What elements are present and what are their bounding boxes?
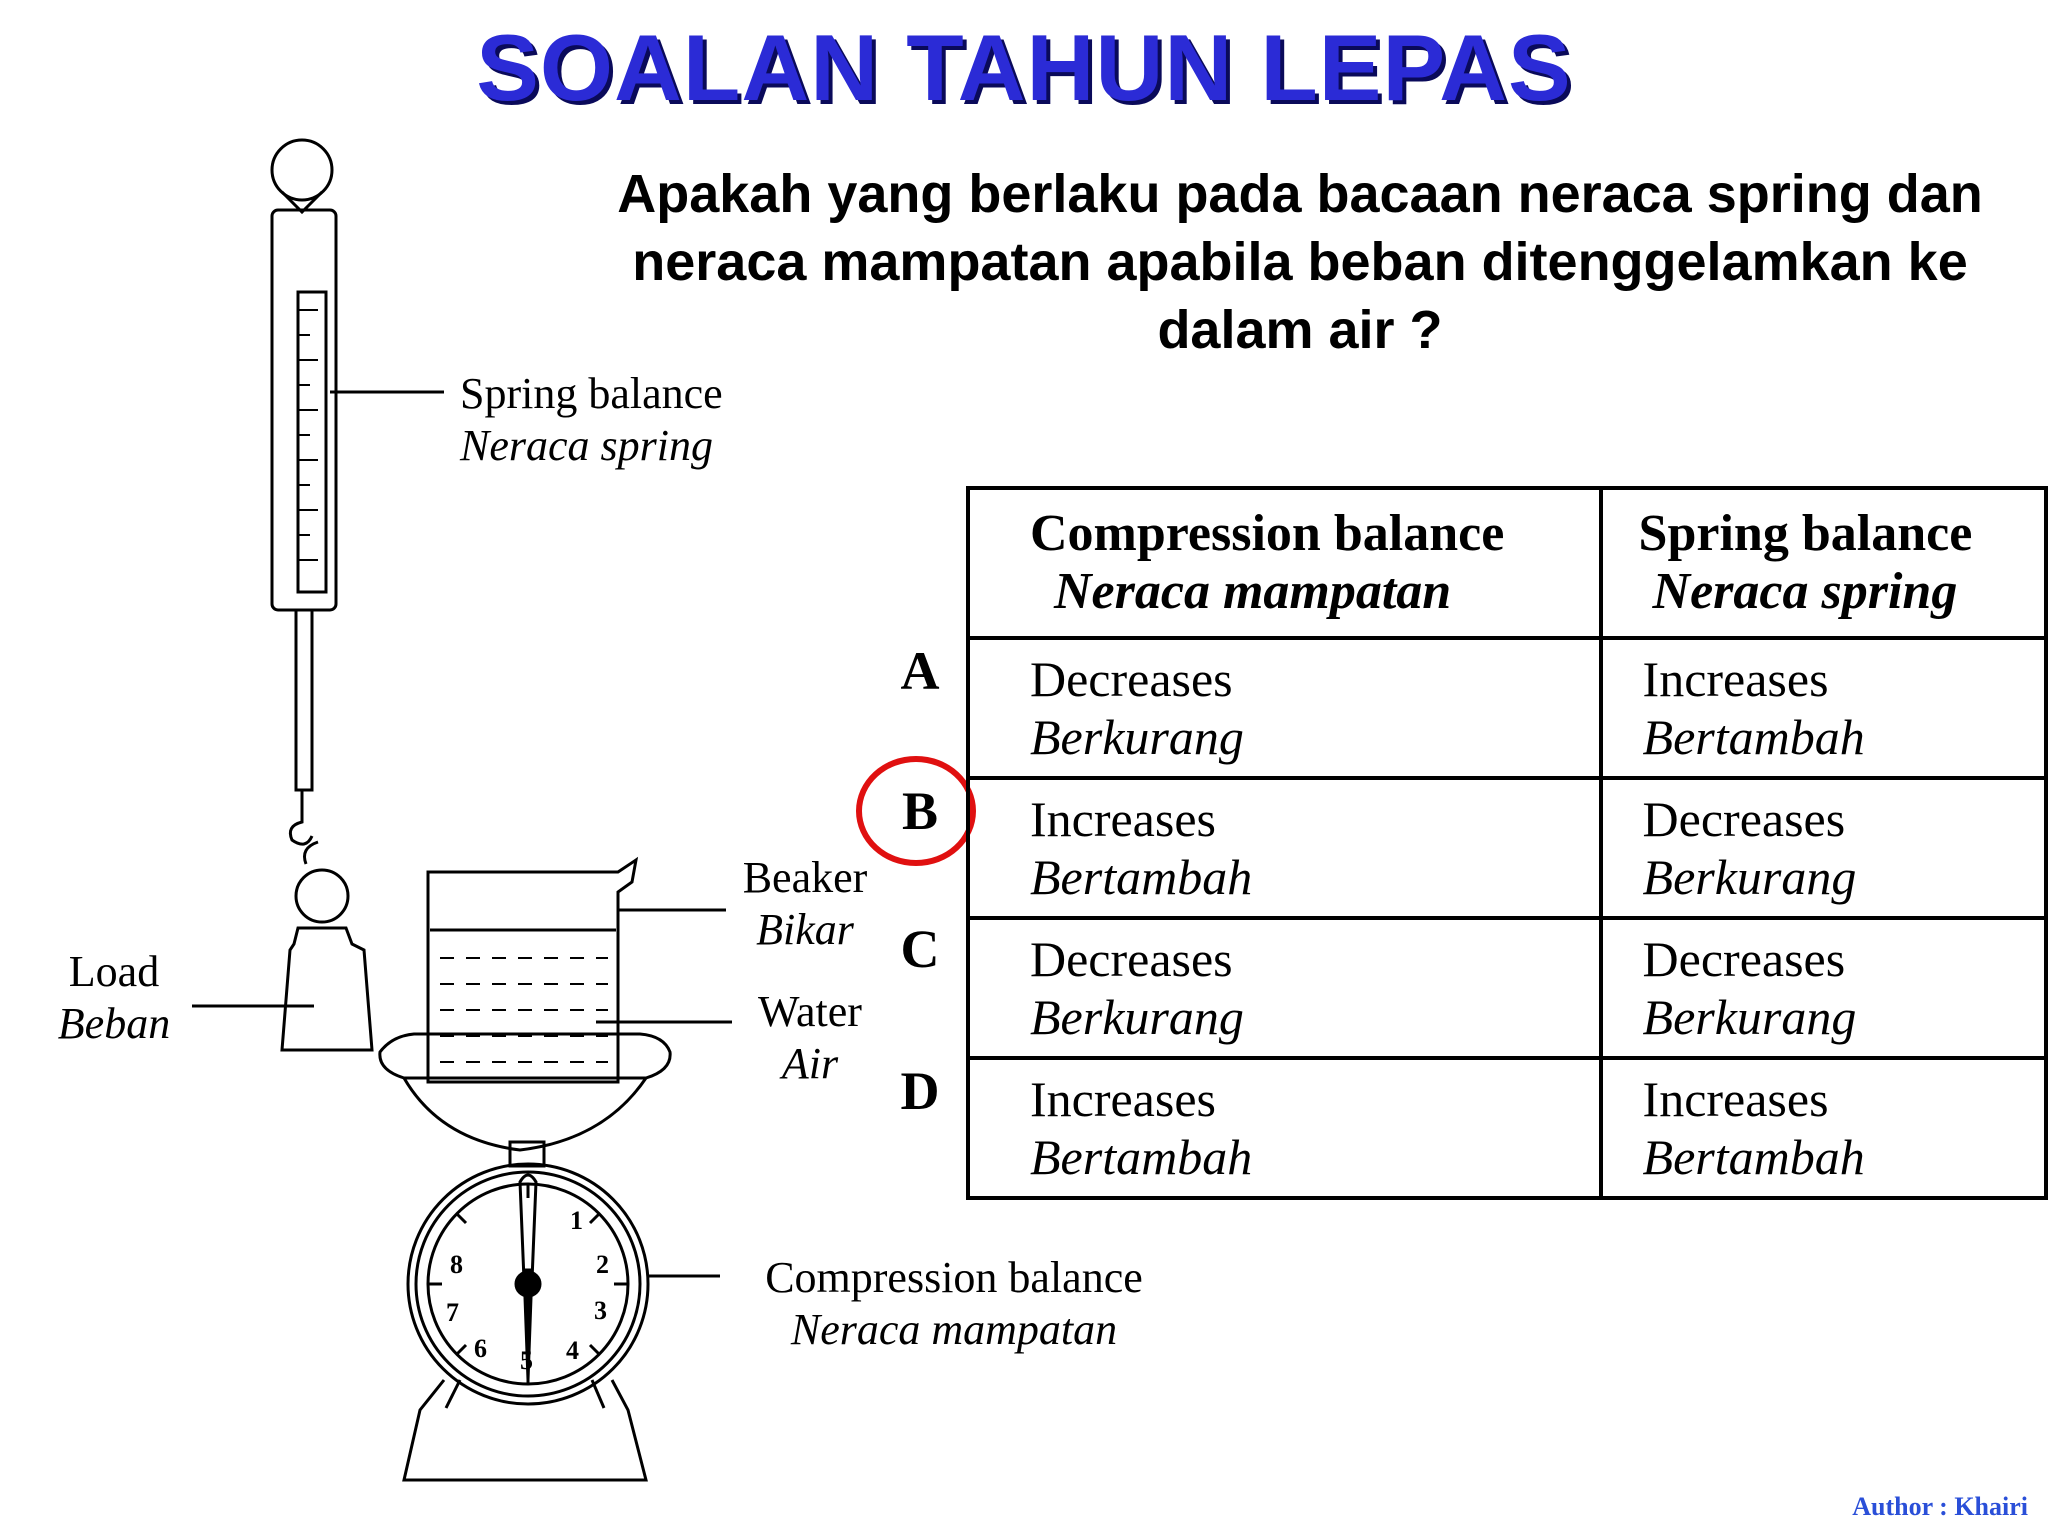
header-spring-en: Spring balance (1638, 505, 1973, 562)
row-d-spring (1601, 1058, 2046, 1198)
cell-ms: Berkurang (1030, 709, 1244, 765)
label-water (740, 986, 880, 1090)
cell-en: Increases (1030, 791, 1216, 847)
dial-number-2: 2 (596, 1250, 609, 1279)
label-beaker-ms: Bikar (756, 905, 854, 954)
cell-ms: Bertambah (1030, 849, 1253, 905)
row-c-compression (968, 918, 1601, 1058)
row-c-spring (1601, 918, 2046, 1058)
cell-en: Increases (1030, 1071, 1216, 1127)
dial-number-6: 6 (474, 1334, 487, 1363)
options-table (966, 486, 2048, 1200)
dial-number-5: 5 (520, 1346, 533, 1375)
label-beaker-en: Beaker (742, 853, 868, 902)
row-a-spring (1601, 638, 2046, 778)
dial-number-8: 8 (450, 1250, 463, 1279)
option-letter-b: B (901, 781, 939, 841)
row-a-compression (968, 638, 1601, 778)
cell-ms: Bertambah (1030, 1129, 1253, 1185)
label-water-en: Water (758, 987, 862, 1036)
table-row (968, 638, 2046, 778)
label-beaker (730, 852, 880, 956)
cell-en: Decreases (1030, 651, 1233, 707)
cell-en: Decreases (1642, 931, 1846, 987)
label-load-en: Load (68, 947, 160, 996)
label-compression-balance (754, 1252, 1154, 1356)
header-compression-en: Compression balance (1030, 505, 1505, 562)
question-text: Apakah yang berlaku pada bacaan neraca spring dan neraca mampatan apabila beban ditenggelamkan ke dalam air ? (617, 164, 1983, 360)
cell-ms: Bertambah (1642, 1129, 1865, 1185)
dial-number-3: 3 (594, 1296, 607, 1325)
row-b-spring (1601, 778, 2046, 918)
header-compression-balance (968, 488, 1601, 638)
table-row (968, 1058, 2046, 1198)
author-credit: Author : Khairi (1852, 1492, 2028, 1521)
label-spring-balance (460, 368, 723, 472)
cell-ms: Bertambah (1642, 709, 1865, 765)
header-spring-ms: Neraca spring (1652, 563, 1958, 620)
table-header-row (968, 488, 2046, 638)
table-row (968, 778, 2046, 918)
row-d-compression (968, 1058, 1601, 1198)
row-b-compression (968, 778, 1601, 918)
label-water-ms: Air (781, 1039, 839, 1088)
label-spring-balance-ms: Neraca spring (460, 421, 713, 470)
label-compression-balance-ms: Neraca mampatan (790, 1305, 1118, 1354)
page-title: SOALAN TAHUN LEPAS (476, 15, 1572, 120)
header-compression-ms: Neraca mampatan (1054, 563, 1452, 620)
cell-ms: Berkurang (1642, 849, 1857, 905)
cell-en: Increases (1642, 651, 1829, 707)
dial-number-7: 7 (446, 1298, 459, 1327)
answer-circle-marker (856, 756, 976, 866)
cell-en: Increases (1642, 1071, 1829, 1127)
option-letter-a: A (900, 641, 940, 701)
option-letter-d: D (900, 1061, 940, 1121)
dial-number-1: 1 (570, 1206, 583, 1235)
cell-en: Decreases (1030, 931, 1233, 987)
label-load (44, 946, 184, 1050)
dial-number-4: 4 (566, 1336, 579, 1365)
cell-ms: Berkurang (1030, 989, 1244, 1045)
cell-en: Decreases (1642, 791, 1846, 847)
label-spring-balance-en: Spring balance (460, 369, 723, 418)
table-row (968, 918, 2046, 1058)
header-spring-balance (1601, 488, 2046, 638)
label-load-ms: Beban (57, 999, 171, 1048)
option-letter-c: C (900, 919, 940, 979)
cell-ms: Berkurang (1642, 989, 1857, 1045)
label-compression-balance-en: Compression balance (765, 1253, 1143, 1302)
